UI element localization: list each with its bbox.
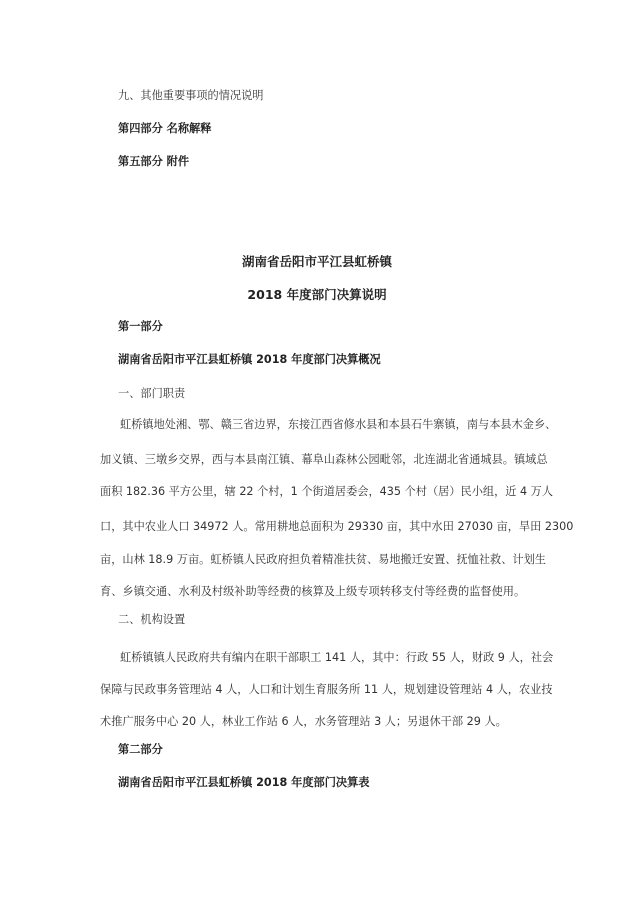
paragraph-line: 术推广服务中心 20 人，林业工作站 6 人，水务管理站 3 人；另退休干部 29 人。	[100, 715, 507, 728]
part2-heading: 第二部分	[118, 743, 163, 756]
paragraph-line: 虹桥镇镇人民政府共有编内在职干部职工 141 人，其中：行政 55 人，财政 9 人，社会	[120, 651, 554, 664]
section1-title: 一、部门职责	[118, 387, 186, 400]
toc-item-9: 九、其他重要事项的情况说明	[118, 89, 264, 102]
paragraph-line: 口，其中农业人口 34972 人。常用耕地总面积为 29330 亩，其中水田 27030 亩，旱田 2300	[100, 520, 574, 533]
toc-part-4: 第四部分 名称解释	[118, 122, 212, 135]
document-title: 湖南省岳阳市平江县虹桥镇	[241, 254, 392, 269]
paragraph-line: 保障与民政事务管理站 4 人，人口和计划生育服务所 11 人，规划建设管理站 4 人，农业技	[100, 683, 553, 696]
part2-subheading: 湖南省岳阳市平江县虹桥镇 2018 年度部门决算表	[118, 776, 370, 789]
toc-part-5: 第五部分 附件	[118, 155, 190, 168]
section2-title: 二、机构设置	[118, 613, 186, 626]
document-subtitle: 2018 年度部门决算说明	[247, 287, 387, 302]
paragraph-line: 虹桥镇地处湘、鄂、赣三省边界，东接江西省修水县和本县石牛寨镇，南与本县木金乡、	[120, 418, 557, 431]
paragraph-line: 育、乡镇交通、水利及村级补助等经费的核算及上级专项转移支付等经费的监督使用。	[100, 585, 526, 598]
paragraph-line: 亩，山林 18.9 万亩。虹桥镇人民政府担负着精准扶贫、易地搬迁安置、抚恤社救、计划生	[100, 553, 546, 566]
part1-subheading: 湖南省岳阳市平江县虹桥镇 2018 年度部门决算概况	[118, 353, 381, 366]
paragraph-line: 面积 182.36 平方公里，辖 22 个村，1 个街道居委会，435 个村（居）民小组，近 4 万人	[100, 485, 554, 498]
paragraph-line: 加义镇、三墩乡交界，西与本县南江镇、幕阜山森林公园毗邻，北连湖北省通城县。镇域总	[100, 453, 548, 466]
part1-heading: 第一部分	[118, 320, 163, 333]
